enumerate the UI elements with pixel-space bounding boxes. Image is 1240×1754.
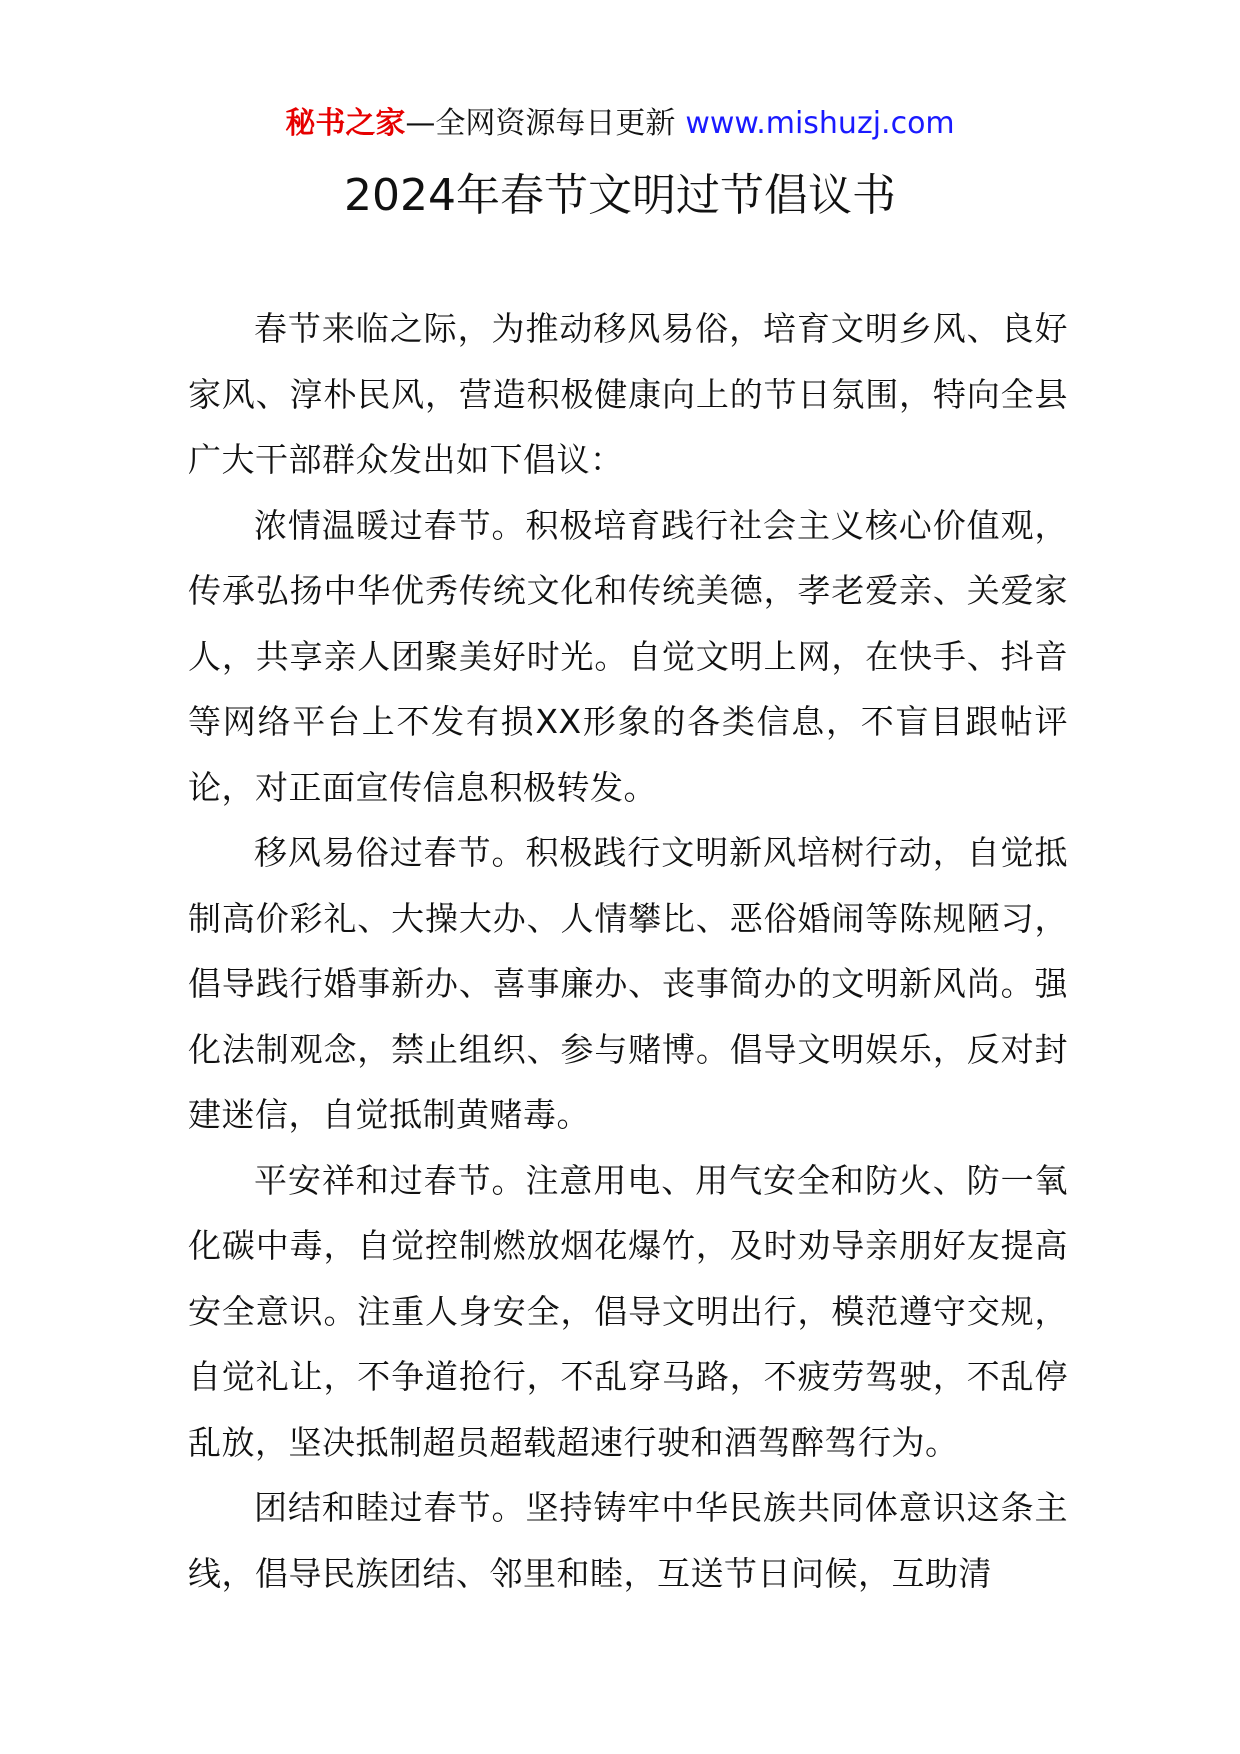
site-header	[0, 104, 1240, 144]
site-url-link[interactable]: www.mishuzj.com	[685, 106, 955, 141]
paragraph-warm-festival: 浓情温暖过春节。积极培育践行社会主义核心价值观，传承弘扬中华优秀传统文化和传统美德，孝老爱亲、关爱家人，共享亲人团聚美好时光。自觉文明上网，在快手、抖音等网络平台上不发有损XX形象的各类信息，不盲目跟帖评论，对正面宣传信息积极转发。	[188, 505, 1068, 807]
header-tagline: —全网资源每日更新	[405, 106, 676, 141]
document-title: 2024年春节文明过节倡议书	[344, 170, 896, 221]
brand-name: 秘书之家	[285, 106, 406, 141]
paragraph-safety: 平安祥和过春节。注意用电、用气安全和防火、防一氧化碳中毒，自觉控制燃放烟花爆竹，及时劝导亲朋好友提高安全意识。注重人身安全，倡导文明出行，模范遵守交规，自觉礼让，不争道抢行，不乱穿马路，不疲劳驾驶，不乱停乱放，坚决抵制超员超载超速行驶和酒驾醉驾行为。	[188, 1160, 1068, 1462]
paragraph-unity: 团结和睦过春节。坚持铸牢中华民族共同体意识这条主线，倡导民族团结、邻里和睦，互送节日问候，互助清	[188, 1488, 1068, 1593]
paragraph-intro: 春节来临之际，为推动移风易俗，培育文明乡风、良好家风、淳朴民风，营造积极健康向上的节日氛围，特向全县广大干部群众发出如下倡议：	[188, 309, 1068, 479]
document-body	[188, 296, 1068, 1606]
paragraph-customs-reform: 移风易俗过春节。积极践行文明新风培树行动，自觉抵制高价彩礼、大操大办、人情攀比、恶俗婚闹等陈规陋习，倡导践行婚事新办、喜事廉办、丧事简办的文明新风尚。强化法制观念，禁止组织、参与赌博。倡导文明娱乐，反对封建迷信，自觉抵制黄赌毒。	[188, 833, 1068, 1134]
